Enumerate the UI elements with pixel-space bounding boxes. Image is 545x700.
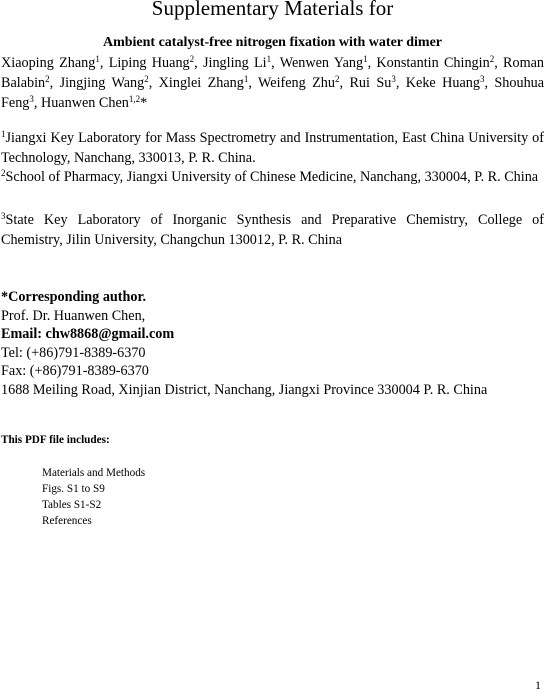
affiliation-number: 3 <box>1 211 6 221</box>
author-affiliation-mark: 3 <box>29 94 34 104</box>
affiliation-1 <box>1 128 544 168</box>
supplementary-title: Supplementary Materials for <box>151 0 394 20</box>
corresponding-email: Email: chw8868@gmail.com <box>1 326 175 342</box>
author-affiliation-mark: 2 <box>189 54 195 64</box>
paper-title: Ambient catalyst-free nitrogen fixation with water dimer <box>102 35 443 50</box>
affiliation-text: School of Pharmacy, Jiangxi University of Chinese Medicine, Nanchang, 330004, P. R. China <box>5 169 539 185</box>
author-name: Wenwen Yang <box>279 55 364 71</box>
author-affiliation-mark: 3 <box>479 74 485 84</box>
list-item: Tables S1-S2 <box>42 499 102 511</box>
author-name: Xinglei Zhang <box>158 75 244 91</box>
author-affiliation-mark: 2 <box>45 74 50 84</box>
affiliation-2 <box>1 167 544 187</box>
author-affiliation-mark: 1,2 <box>128 94 141 104</box>
corresponding-fax: Fax: (+86)791-8389-6370 <box>1 363 149 379</box>
list-item: References <box>42 515 92 527</box>
page-number: 1 <box>535 678 541 692</box>
author-affiliation-mark: 2 <box>144 74 149 84</box>
author-name: Konstantin Chingin <box>376 55 490 71</box>
list-item: Figs. S1 to S9 <box>42 483 105 495</box>
author-affiliation-mark: 1 <box>95 54 100 64</box>
author-affiliation-mark: 1 <box>266 54 272 64</box>
author-name: Xiaoping Zhang <box>1 55 96 71</box>
author-list: Xiaoping Zhang$^1$, Liping Huang$^2$, Jingling Li$^1$, Wenwen Yang$^1$, Konstantin Chingin$^2$, Roman Balabin$^2$, Jingjing Wang$^2$, Xinglei Zhang$^1$, Weifeng Zhu$^2$, Rui Su$^3$, Keke Huang$^3$, Shouhua Feng$^3$, Huanwen Chen$^{1,2}$* <box>1 54 545 111</box>
author-name: Huanwen Chen <box>40 95 129 111</box>
author-name: Weifeng Zhu <box>258 75 335 91</box>
corresponding-mark: * <box>140 95 148 111</box>
includes-heading: This PDF file includes: <box>1 434 110 446</box>
author-name: Liping Huang <box>108 55 190 71</box>
affiliation-text: Jiangxi Key Laboratory for Mass Spectrometry and Instrumentation, East China University of Technology, Nanchang, 330013, P. R. China. <box>1 130 544 166</box>
author-name: Jingling Li <box>202 55 267 71</box>
corresponding-heading: *Corresponding author. <box>1 289 147 305</box>
author-affiliation-mark: 2 <box>489 54 495 64</box>
author-name: Shouhua Feng <box>1 75 545 111</box>
affiliation-text: State Key Laboratory of Inorganic Synthesis and Preparative Chemistry, College of Chemistry, Jilin University, Changchun 130012, P. R. China <box>1 212 544 248</box>
affiliation-number: 2 <box>1 168 6 178</box>
corresponding-address: 1688 Meiling Road, Xinjian District, Nanchang, Jiangxi Province 330004 P. R. China <box>1 382 488 398</box>
author-name: Roman Balabin <box>1 55 545 91</box>
includes-list <box>42 465 145 529</box>
affiliation-3 <box>1 210 544 250</box>
author-affiliation-mark: 1 <box>363 54 368 64</box>
affiliation-number: 1 <box>1 129 6 139</box>
author-affiliation-mark: 3 <box>391 74 396 84</box>
author-name: Jingjing Wang <box>59 75 145 91</box>
author-name: Keke Huang <box>405 75 480 91</box>
corresponding-tel: Tel: (+86)791-8389-6370 <box>1 345 146 361</box>
author-name: Rui Su <box>349 75 392 91</box>
corresponding-name: Prof. Dr. Huanwen Chen, <box>1 308 146 324</box>
list-item: Materials and Methods <box>42 467 146 479</box>
author-affiliation-mark: 1 <box>243 74 249 84</box>
author-affiliation-mark: 2 <box>335 74 340 84</box>
